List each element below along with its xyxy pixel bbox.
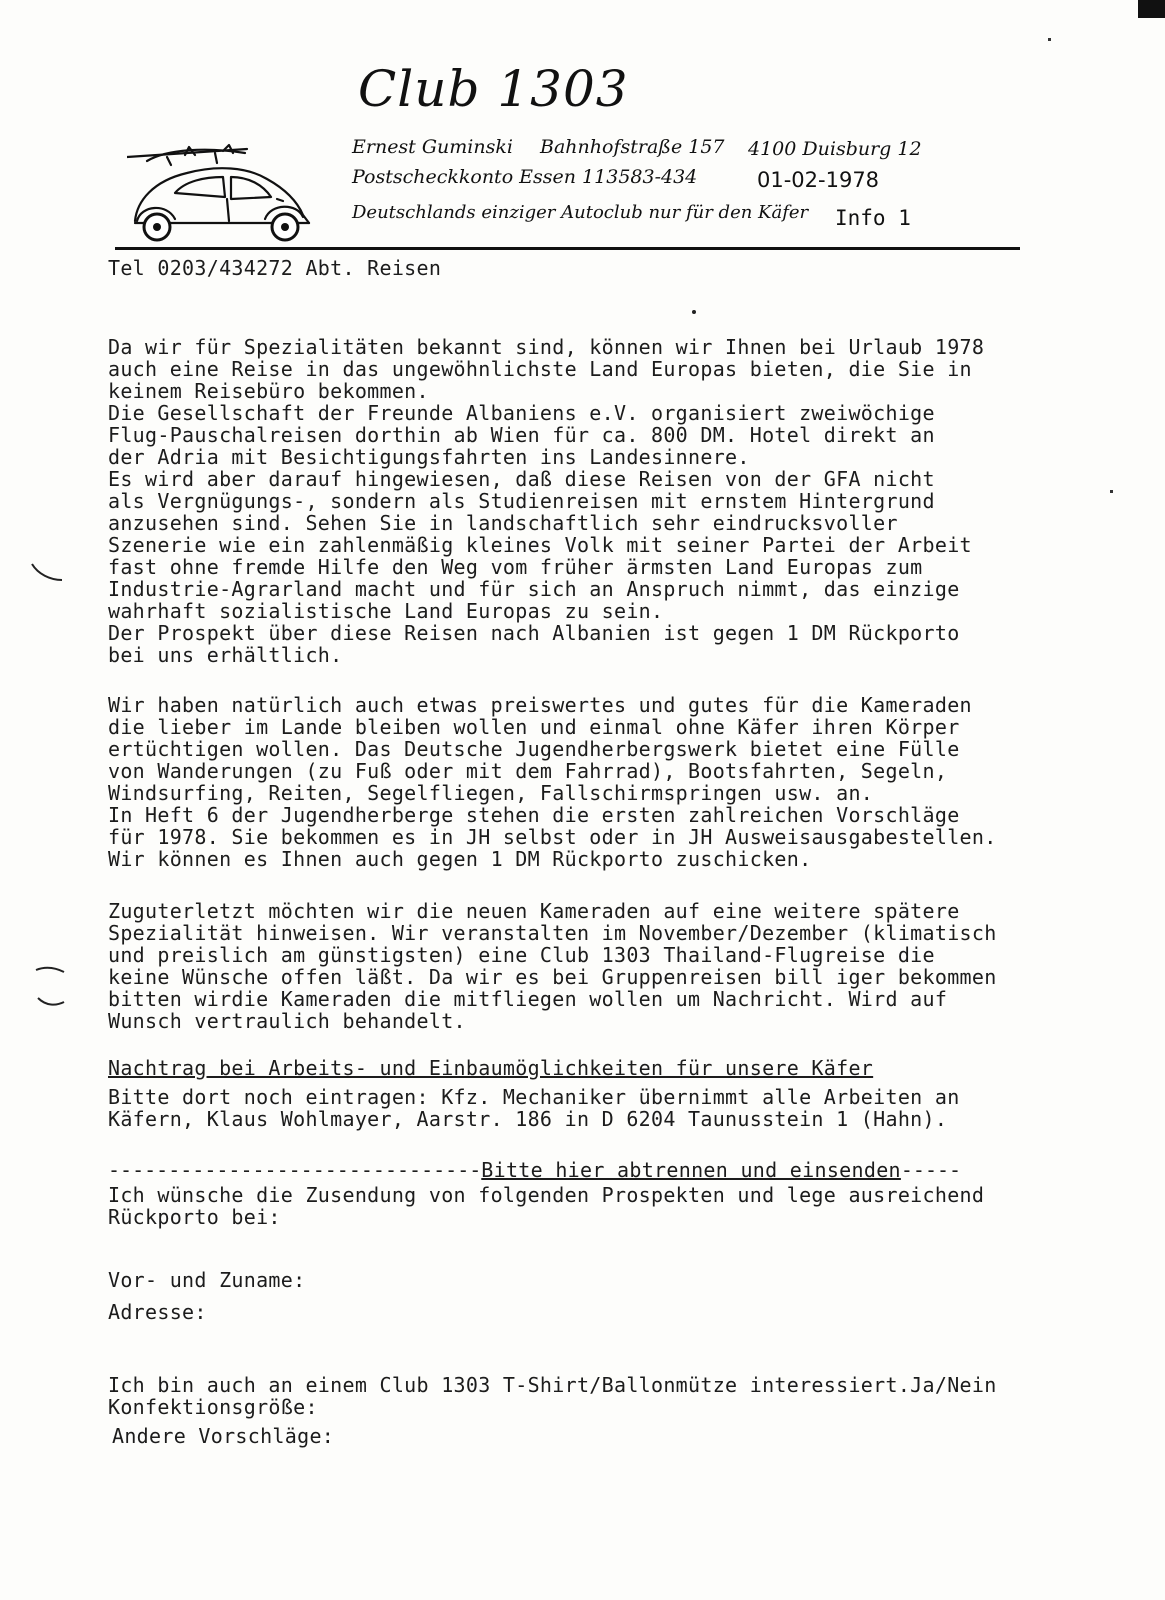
text-line: Spezialität hinweisen. Wir veranstalten im November/Dezember (klimatisch — [108, 921, 997, 945]
text-line: als Vergnügungs-, sondern als Studienreisen mit ernstem Hintergrund — [108, 489, 935, 513]
address-field-label: Adresse: — [108, 1300, 207, 1324]
street-address: Bahnhofstraße 157 — [540, 136, 725, 158]
stray-mark — [1048, 38, 1051, 41]
city-address: 4100 Duisburg 12 — [748, 138, 922, 160]
phone-line: Tel 0203/434272 Abt. Reisen — [108, 256, 442, 280]
text-line: Industrie-Agrarland macht und für sich an Anspruch nimmt, das einzige — [108, 577, 960, 601]
club-title: Club 1303 — [358, 60, 629, 118]
text-line: Wir haben natürlich auch etwas preiswertes und gutes für die Kameraden — [108, 693, 972, 717]
text-line: die lieber im Lande bleiben wollen und einmal ohne Käfer ihren Körper — [108, 715, 960, 739]
text-line: In Heft 6 der Jugendherberge stehen die ersten zahlreichen Vorschläge — [108, 803, 960, 827]
contact-name: Ernest Guminski — [352, 136, 513, 158]
text-line: von Wanderungen (zu Fuß oder mit dem Fahrrad), Bootsfahrten, Segeln, — [108, 759, 948, 783]
addendum-heading: Nachtrag bei Arbeits- und Einbaumöglichkeiten für unsere Käfer — [108, 1056, 874, 1080]
text-line: der Adria mit Besichtigungsfahrten ins Landesinnere. — [108, 445, 750, 469]
suggestions-field-label: Andere Vorschläge: — [112, 1424, 335, 1448]
text-line: Windsurfing, Reiten, Segelfliegen, Fallschirmspringen usw. an. — [108, 781, 874, 805]
margin-mark — [30, 962, 70, 1012]
tshirt-interest — [108, 1374, 997, 1418]
text-line: wahrhaft sozialistische Land Europas zu sein. — [108, 599, 664, 623]
club-slogan: Deutschlands einziger Autoclub nur für den Käfer — [352, 202, 809, 223]
text-line: Wir können es Ihnen auch gegen 1 DM Rückporto zuschicken. — [108, 847, 812, 871]
stray-mark — [1110, 490, 1113, 493]
text-line: Der Prospekt über diese Reisen nach Albanien ist gegen 1 DM Rückporto — [108, 621, 960, 645]
text-line: keine Wünsche offen läßt. Da wir es bei Gruppenreisen bill iger bekommen — [108, 965, 997, 989]
addendum-text — [108, 1086, 960, 1130]
text-line: fast ohne fremde Hilfe den Weg vom früher ärmsten Land Europas zum — [108, 555, 923, 579]
letterhead-rule — [115, 247, 1020, 250]
text-line: Ich bin auch an einem Club 1303 T-Shirt/Ballonmütze interessiert.Ja/Nein — [108, 1373, 997, 1397]
text-line: bei uns erhältlich. — [108, 643, 343, 667]
margin-mark — [28, 560, 68, 590]
text-line: Käfern, Klaus Wohlmayer, Aarstr. 186 in D 6204 Taunusstein 1 (Hahn). — [108, 1107, 948, 1131]
cut-label: Bitte hier abtrennen und einsenden — [481, 1158, 901, 1182]
text-line: keinem Reisebüro bekommen. — [108, 379, 429, 403]
corner-mark — [1138, 0, 1165, 18]
size-field-label: Konfektionsgröße: — [108, 1395, 318, 1419]
cut-dashes: ------------------------------- — [108, 1158, 482, 1182]
request-text — [108, 1184, 984, 1228]
beetle-car-logo — [127, 143, 327, 243]
paragraph-thailand — [108, 900, 997, 1032]
stray-mark — [692, 310, 696, 314]
text-line: Zuguterletzt möchten wir die neuen Kameraden auf eine weitere spätere — [108, 899, 960, 923]
info-number: Info 1 — [835, 206, 911, 230]
letter-date: 01-02-1978 — [757, 168, 880, 192]
cut-line — [108, 1158, 961, 1182]
text-line: für 1978. Sie bekommen es in JH selbst oder in JH Ausweisausgabestellen. — [108, 825, 997, 849]
text-line: und preislich am günstigsten) eine Club 1303 Thailand-Flugreise die — [108, 943, 935, 967]
text-line: Ich wünsche die Zusendung von folgenden Prospekten und lege ausreichend — [108, 1183, 985, 1207]
text-line: Es wird aber darauf hingewiesen, daß diese Reisen von der GFA nicht — [108, 467, 935, 491]
bank-account: Postscheckkonto Essen 113583-434 — [352, 166, 698, 188]
text-line: bitten wirdie Kameraden die mitfliegen wollen um Nachricht. Wird auf — [108, 987, 948, 1011]
paragraph-albania — [108, 336, 984, 666]
cut-dashes-tail: ----- — [900, 1158, 962, 1182]
text-line: ertüchtigen wollen. Das Deutsche Jugendherbergswerk bietet eine Fülle — [108, 737, 960, 761]
name-field-label: Vor- und Zuname: — [108, 1268, 306, 1292]
paragraph-youth-hostels — [108, 694, 997, 870]
text-line: Wunsch vertraulich behandelt. — [108, 1009, 466, 1033]
text-line: Szenerie wie ein zahlenmäßig kleines Volk mit seiner Partei der Arbeit — [108, 533, 972, 557]
text-line: Rückporto bei: — [108, 1205, 281, 1229]
text-line: Die Gesellschaft der Freunde Albaniens e.V. organisiert zweiwöchige — [108, 401, 935, 425]
text-line: Bitte dort noch eintragen: Kfz. Mechaniker übernimmt alle Arbeiten an — [108, 1085, 960, 1109]
text-line: Da wir für Spezialitäten bekannt sind, können wir Ihnen bei Urlaub 1978 — [108, 335, 985, 359]
text-line: anzusehen sind. Sehen Sie in landschaftlich sehr eindrucksvoller — [108, 511, 898, 535]
text-line: auch eine Reise in das ungewöhnlichste Land Europas bieten, die Sie in — [108, 357, 972, 381]
text-line: Flug-Pauschalreisen dorthin ab Wien für ca. 800 DM. Hotel direkt an — [108, 423, 935, 447]
